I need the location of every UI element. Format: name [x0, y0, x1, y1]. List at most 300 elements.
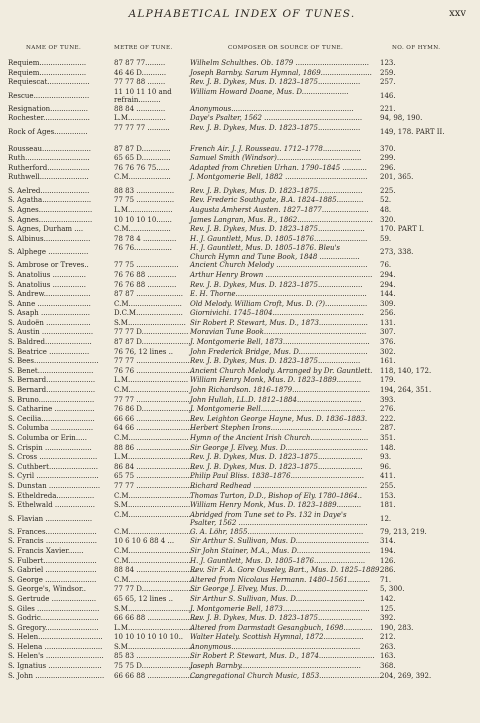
tune-name: Resignation................. [8, 104, 89, 113]
tune-metre: 76 76 88 ............. [114, 280, 177, 289]
index-entry [0, 511, 480, 528]
hymn-number: 161. [380, 357, 396, 366]
index-entry [0, 105, 480, 115]
hymn-number: 204, 269, 392. [380, 671, 432, 680]
tune-composer: H. J. Gauntlett, Mus. D. 1805–1876. Bleu's Church Hymn and Tune Book, 1848 .................. [190, 244, 360, 261]
tune-name: S. George ....................... [8, 575, 97, 584]
tune-name: S. Austin ....................... [8, 328, 94, 337]
hymn-number: 222. [380, 414, 396, 423]
hymn-number: 194, 264, 351. [380, 386, 432, 395]
tune-name: S. Francis ....................... [8, 537, 98, 546]
tune-name: S. Ethelwald .................. [8, 501, 95, 510]
tune-composer: Rev. J. B. Dykes, Mus. D. 1823–1875.................... [190, 614, 363, 623]
tune-composer: Ancient Church Melody ......................................... [190, 261, 368, 270]
index-entry [0, 624, 480, 634]
index-entry [0, 244, 480, 261]
index-entry [0, 492, 480, 502]
tune-metre: 88 84 ........................... [114, 566, 197, 575]
tune-metre: 76 86 D....................... [114, 405, 193, 414]
tune-metre: 87 87 ..................... [114, 290, 183, 299]
tune-name: S. Etheldreda................. [8, 491, 95, 500]
tune-name: S. Francis Xavier....... [8, 546, 84, 555]
tune-metre: 46 46 D........... [114, 68, 167, 77]
tune-composer: J. Montgomerie Bell, 1882 ..................................... [190, 173, 368, 182]
tune-metre: 86 84 .......................... [114, 462, 195, 471]
tune-name: S. John ............................... [8, 671, 105, 680]
tune-name: S. Giles ............................ [8, 604, 100, 613]
index-entry [0, 290, 480, 300]
tune-composer: Sir George J. Elvey, Mus. D..................................... [190, 443, 368, 452]
tune-metre: 76 76 76 75...... [114, 163, 170, 172]
tune-composer: E. H. Thorne........................................................... [190, 290, 367, 299]
tune-metre: 77 77 88 ........ [114, 78, 166, 87]
tune-metre: 77 77 D..................... [114, 328, 189, 337]
tune-composer: Augusta Amherst Austen. 1827–1877..................... [190, 205, 369, 214]
hymn-number: 148. [380, 443, 396, 452]
tune-name: S. Baldred..................... [8, 338, 92, 347]
tune-name: S. Dunstan ....................... [8, 481, 101, 490]
tune-name: S. Agatha...................... [8, 196, 92, 205]
tune-composer: Moravian Tune Book.............................................. [190, 328, 367, 337]
tune-metre: 10 10 10 10 10 10.. [114, 633, 184, 642]
tune-name: S. Benet......................... [8, 366, 94, 375]
tune-name: S. Anatolius ............... [8, 280, 86, 289]
tune-composer: Joseph Barnby. Sarum Hymnal, 1869....................... [190, 68, 372, 77]
index-entry [0, 261, 480, 271]
index-entry [0, 566, 480, 576]
tune-metre: S.M.............................. [114, 604, 195, 613]
tune-name: S. Cecilia........................ [8, 414, 95, 423]
tune-metre: 77 77 ......................... [114, 395, 192, 404]
index-entry [0, 206, 480, 216]
index-entry [0, 595, 480, 605]
tune-name: Requiem..................... [8, 59, 87, 67]
tune-name: S. Anne ........................ [8, 299, 91, 308]
tune-composer: Hymn of the Ancient Irish Church.......................... [190, 434, 369, 442]
hymn-number: 286. [380, 566, 396, 575]
index-entry [0, 367, 480, 377]
running-header [18, 8, 466, 26]
index-entry [0, 164, 480, 174]
hymn-number: 5, 300. [380, 585, 405, 594]
index-entry [0, 338, 480, 348]
tune-name: S. Bernard...................... [8, 376, 96, 385]
index-entry [0, 88, 480, 105]
hymn-number: 190, 283. [380, 623, 414, 632]
tune-metre: 88 86 ......................... [114, 443, 192, 452]
hymn-number: 125. [380, 604, 396, 613]
tune-name: S. Bees............................. [8, 357, 99, 366]
index-entry [0, 114, 480, 124]
hymn-number: 52. [380, 196, 392, 205]
hymn-number: 201, 365. [380, 173, 414, 182]
index-entry [0, 216, 480, 226]
tune-metre: 76 76 ......................... [114, 366, 192, 375]
index-entry [0, 463, 480, 473]
index-entry [0, 576, 480, 586]
index-entry [0, 557, 480, 567]
tune-composer: Adapted from Chretien Urhan. 1790–1845 ........... [190, 163, 367, 172]
hymn-number: 93. [380, 453, 392, 462]
tune-composer: Arthur Henry Brown ................................................ [190, 270, 373, 279]
index-entry [0, 547, 480, 557]
index-entry [0, 643, 480, 653]
tune-composer: Rev. J. B. Dykes, Mus. D. 1823–1875.................... [190, 186, 363, 195]
tune-index-list [0, 59, 480, 681]
index-entry [0, 396, 480, 406]
hymn-number: 351. [380, 434, 396, 442]
tune-metre: C.M........................ [114, 299, 182, 308]
tune-metre: 77 77 .......................... [114, 481, 195, 490]
tune-name: S. Crispin ..................... [8, 443, 92, 452]
tune-composer: Altered from Nicolaus Hermann. 1480–1561.......... [190, 575, 370, 584]
tune-metre: C.M............................ [114, 546, 191, 555]
tune-name: S. Gabriel ....................... [8, 566, 97, 575]
tune-metre: 76 76................. [114, 244, 172, 253]
tune-metre: C.M........................... [114, 386, 189, 395]
tune-metre: 76 76 88 ............. [114, 270, 177, 279]
hymn-number: 257. [380, 78, 396, 87]
tune-name: S. George's, Windsor.. [8, 585, 87, 594]
index-entry [0, 328, 480, 338]
hymn-number: 194. [380, 546, 396, 555]
tune-metre: S.M.......................... [114, 318, 186, 327]
index-entry [0, 309, 480, 319]
index-entry [0, 633, 480, 643]
tune-composer: Thomas Turton, D.D., Bishop of Ely. 1780–1864.. [190, 491, 362, 500]
tune-metre: 88 84 ............. [114, 104, 166, 113]
hymn-number: 212. [380, 633, 396, 642]
hymn-number: 255. [380, 481, 396, 490]
tune-composer: Rev. Leighton George Hayne, Mus. D. 1836–1883. [190, 414, 368, 423]
tune-metre: L.M................. [114, 114, 166, 123]
hymn-number: 294. [380, 270, 396, 279]
index-entry [0, 528, 480, 538]
tune-composer: Samuel Smith (Windsor)...................................... [190, 154, 362, 163]
tune-composer: Anonymous....................................................... [190, 104, 354, 113]
tune-name: S. Anatolius ............... [8, 270, 86, 279]
index-entry [0, 482, 480, 492]
index-entry [0, 434, 480, 444]
index-entry [0, 614, 480, 624]
tune-name: S. Flavian ..................... [8, 514, 93, 523]
tune-metre: 85 83 .......................... [114, 652, 195, 661]
tune-metre: L.M.................... [114, 205, 173, 214]
index-entry [0, 235, 480, 245]
tune-composer: Congregational Church Music, 1853............................ [190, 671, 382, 680]
tune-composer: Rev. J. B. Dykes, Mus. D. 1823–1875.................... [190, 280, 363, 289]
tune-name: S. Helen............................. [8, 633, 103, 642]
hymn-number: 307. [380, 328, 396, 337]
hymn-number: 153. [380, 491, 396, 500]
tune-composer: William Howard Doane, Mus. D..................... [190, 87, 349, 96]
index-entry [0, 319, 480, 329]
tune-name: Rutherford................... [8, 163, 90, 172]
tune-name: S. Alphege .................. [8, 248, 89, 257]
tune-composer: William Henry Monk, Mus. D. 1823–1889........... [190, 376, 362, 385]
hymn-number: 320. [380, 215, 396, 224]
col-head-composer: COMPOSER OR SOURCE OF TUNE. [228, 45, 344, 51]
tune-metre: 65 75 .......................... [114, 472, 195, 481]
tune-name: Requiem..................... [8, 68, 87, 77]
tune-metre: S.M.............................. [114, 642, 195, 651]
tune-composer: Ancient Church Melody. Arranged by Dr. Gauntlett. [190, 366, 373, 375]
tune-name: S. Fulbert........................ [8, 556, 97, 565]
hymn-number: 392. [380, 614, 396, 623]
tune-metre: 75 75 D......................... [114, 662, 198, 671]
tune-metre: D.C.M..................... [114, 309, 183, 318]
tune-composer: John Hullah, LL.D. 1812–1884............................. [190, 395, 362, 404]
tune-metre: 77 75 ................... [114, 261, 179, 270]
hymn-number: 12. [380, 514, 392, 523]
hymn-number: 96. [380, 462, 392, 471]
tune-composer: John Frederick Bridge, Mus. D............................... [190, 347, 368, 356]
tune-name: Ruthwell...................... [8, 173, 89, 182]
tune-name: S. Bruno......................... [8, 395, 95, 404]
index-entry [0, 444, 480, 454]
hymn-number: 94, 98, 190. [380, 114, 423, 123]
index-entry [0, 501, 480, 511]
tune-name: S. Aelred...................... [8, 186, 90, 195]
tune-composer: Daye's Psalter, 1562 ............................................ [190, 114, 363, 123]
tune-metre: 76 76, 12 lines .. [114, 347, 174, 356]
tune-composer: Rev. J. B. Dykes, Mus. D. 1823–1875................... [190, 123, 361, 132]
hymn-number: 368. [380, 662, 396, 671]
index-entry [0, 59, 480, 69]
tune-metre: 66 66 88 ........................ [114, 614, 201, 623]
hymn-number: 221. [380, 104, 396, 113]
hymn-number: 59. [380, 234, 392, 243]
tune-metre: 78 78 4 ............... [114, 234, 177, 243]
index-entry [0, 141, 480, 154]
index-entry [0, 196, 480, 206]
tune-composer: Rev. J. B. Dykes, Mus. D. 1823–1875..................... [190, 225, 365, 234]
tune-metre: C.M................... [114, 225, 171, 234]
tune-composer: Abridged from Tune set to Ps. 132 in Daye's Psalter, 1562 .......................................................... [190, 510, 368, 527]
tune-name: S. Agnes........................ [8, 205, 93, 214]
hymn-number: 294. [380, 280, 396, 289]
index-entry [0, 472, 480, 482]
hymn-number: 259. [380, 68, 396, 77]
tune-name: Rousseau...................... [8, 144, 91, 153]
tune-composer: Sir George J. Elvey, Mus. D..................................... [190, 585, 368, 594]
tune-metre: 64 66 .......................... [114, 424, 195, 433]
index-entry [0, 357, 480, 367]
tune-metre: L.M.............................. [114, 623, 195, 632]
hymn-number: 79, 213, 219. [380, 527, 427, 536]
tune-name: S. Catharine .................. [8, 405, 95, 414]
hymn-number: 411. [380, 472, 396, 481]
tune-metre: 87 87 D............. [114, 144, 171, 153]
tune-metre: 10 10 10 10....... [114, 215, 172, 224]
tune-composer: Philip Paul Bliss. 1838–1876................................. [190, 472, 364, 481]
tune-name: S. Agnes........................ [8, 215, 93, 224]
index-entry [0, 405, 480, 415]
hymn-number: 299. [380, 154, 396, 163]
tune-name: S. Ambrose or Treves.. [8, 261, 89, 270]
tune-composer: Rev. Frederic Southgate, B.A. 1824–1885............ [190, 196, 364, 205]
hymn-number: 287. [380, 424, 396, 433]
tune-metre: C.M................... [114, 173, 171, 182]
index-entry [0, 424, 480, 434]
index-entry [0, 415, 480, 425]
index-entry [0, 662, 480, 672]
tune-composer: Sir John Stainer, M.A., Mus. D................................. [190, 546, 371, 555]
col-head-hymn: NO. OF HYMN. [392, 45, 441, 51]
index-entry [0, 376, 480, 386]
tune-metre: C.M............................ [114, 491, 191, 500]
tune-name: S. Frances....................... [8, 527, 97, 536]
hymn-number: 276. [380, 405, 396, 414]
tune-name: S. Beatrice .................. [8, 347, 90, 356]
tune-name: S. Ignatius ........................ [8, 662, 102, 671]
tune-metre: 87 87 77......... [114, 59, 166, 67]
tune-composer: Rev. J. B. Dykes, Mus. D. 1823–1875.................... [190, 453, 363, 462]
tune-metre: C.M............................ [114, 527, 191, 536]
hymn-number: 123. [380, 59, 396, 67]
tune-name: S. Asaph ...................... [8, 309, 90, 318]
tune-composer: Joseph Barnby...................................................... [190, 662, 361, 671]
tune-metre: 65 65 D............. [114, 154, 171, 163]
tune-composer: H. J. Gauntlett, Mus. D. 1805–1876....................... [190, 556, 366, 565]
tune-composer: Rev. J. B. Dykes, Mus. D. 1823–1875................... [190, 357, 361, 366]
tune-name: S. Gregory........................ [8, 623, 99, 632]
hymn-number: 370. [380, 144, 396, 153]
col-head-name: NAME OF TUNE. [26, 45, 82, 51]
tune-name: S. Columba or Erin..... [8, 434, 87, 442]
tune-composer: Rev. J. B. Dykes, Mus. D. 1823–1875................... [190, 78, 361, 87]
hymn-number: 142. [380, 594, 396, 603]
tune-composer: Rev. Sir F. A. Gore Ouseley, Bart., Mus. D. 1825–1889. [190, 566, 382, 575]
index-entry [0, 183, 480, 196]
hymn-number: 118, 140, 172. [380, 366, 432, 375]
tune-name: S. Helena .......................... [8, 642, 103, 651]
tune-name: S. Audoën .................... [8, 318, 91, 327]
tune-name: S. Gertrude .................... [8, 594, 97, 603]
tune-name: Rochester..................... [8, 114, 90, 123]
index-entry [0, 271, 480, 281]
tune-metre: 88 83 ................. [114, 186, 175, 195]
hymn-number: 296. [380, 163, 396, 172]
hymn-number: 181. [380, 501, 396, 510]
index-entry [0, 652, 480, 662]
tune-metre: C.M............................ [114, 510, 191, 519]
tune-composer: Wilhelm Schulthes. Ob. 1879 ................................. [190, 59, 369, 67]
tune-name: Requiescat................... [8, 78, 90, 87]
tune-metre: 66 66 .......................... [114, 414, 195, 423]
tune-name: Ruth............................. [8, 154, 90, 163]
column-headings [0, 45, 480, 55]
tune-name: S. Cyril ............................ [8, 472, 99, 481]
index-entry [0, 386, 480, 396]
tune-composer: Anonymous.......................................................... [190, 642, 361, 651]
tune-metre: 10 6 10 6 88 4 ... [114, 537, 175, 546]
tune-composer: Rev. J. B. Dykes, Mus. D. 1823–1875.................... [190, 462, 363, 471]
tune-name: S. Helen's .......................... [8, 652, 104, 661]
hymn-number: 126. [380, 556, 396, 565]
tune-metre: 65 65, 12 lines .. [114, 594, 174, 603]
tune-name: S. Cross .......................... [8, 453, 98, 462]
tune-composer: Herbert Stephen Irons......................................... [190, 424, 362, 433]
tune-metre: C.M............................ [114, 556, 191, 565]
tune-composer: John Richardson. 1816–1879................................... [190, 386, 370, 395]
index-entry [0, 225, 480, 235]
index-entry [0, 672, 480, 682]
index-entry [0, 78, 480, 88]
tune-metre: L.M........................... [114, 376, 189, 385]
tune-metre: C.M............................. [114, 575, 194, 584]
hymn-number: 393. [380, 395, 396, 404]
hymn-number: 302. [380, 347, 396, 356]
tune-composer: G. A. Löhr, 1855.................................................... [190, 527, 364, 536]
tune-name: S. Godric.......................... [8, 614, 99, 623]
col-head-metre: METRE OF TUNE. [114, 45, 173, 51]
hymn-number: 273, 338. [380, 248, 414, 257]
tune-name: S. Bernard...................... [8, 386, 96, 395]
hymn-number: 149, 178. PART II. [380, 127, 445, 136]
hymn-number: 225. [380, 186, 396, 195]
tune-composer: J. Montgomerie Bell, 1873....................................... [190, 604, 370, 613]
tune-composer: Sir Robert P. Stewart, Mus. D., 1874......................... [190, 652, 375, 661]
page-title: ALPHABETICAL INDEX OF TUNES. [128, 8, 356, 20]
hymn-number: 314. [380, 537, 396, 546]
page-number: xxv [449, 8, 466, 19]
hymn-number: 76. [380, 261, 392, 270]
index-entry [0, 154, 480, 164]
hymn-number: 144. [380, 290, 396, 299]
index-entry [0, 348, 480, 358]
tune-composer: H. J. Gauntlett, Mus. D. 1805–1876........................ [190, 234, 368, 243]
index-entry [0, 537, 480, 547]
tune-name: Rescue......................... [8, 91, 90, 100]
index-entry [0, 605, 480, 615]
tune-composer: Richard Redhead ................................................... [190, 481, 368, 490]
index-entry [0, 69, 480, 79]
tune-name: S. Columba ................... [8, 424, 94, 433]
hymn-number: 71. [380, 575, 392, 584]
tune-metre: 77 77 ........................ [114, 357, 190, 366]
tune-metre: 87 87 D...................... [114, 338, 191, 347]
tune-composer: Sir Robert P. Stewart, Mus. D., 1873...................... [190, 318, 368, 327]
index-entry [0, 281, 480, 291]
tune-metre: 77 77 D......................... [114, 585, 198, 594]
hymn-number: 309. [380, 299, 396, 308]
tune-metre: 77 75 ................. [114, 196, 175, 205]
index-entry [0, 453, 480, 463]
index-entry [0, 124, 480, 141]
tune-composer: Sir Arthur S. Sullivan, Mus. D................................. [190, 537, 370, 546]
tune-name: Rock of Ages............... [8, 127, 88, 136]
hymn-number: 170. PART I. [380, 225, 424, 234]
index-entry [0, 300, 480, 310]
tune-metre: L.M............................ [114, 453, 191, 462]
tune-metre: 11 10 11 10 and refrain.......... [114, 87, 172, 104]
tune-metre: C.M........................... [114, 434, 189, 442]
hymn-number: 146. [380, 91, 396, 100]
tune-metre: 66 66 88 ........................ [114, 671, 201, 680]
tune-composer: Sir Arthur S. Sullivan, Mus. D............................... [190, 594, 365, 603]
tune-composer: Walter Hately. Scottish Hymnal, 1872.................. [190, 633, 364, 642]
tune-composer: J. Montgomerie Bell............................................... [190, 405, 366, 414]
tune-name: S. Andrew..................... [8, 290, 91, 299]
tune-name: S. Albinus..................... [8, 234, 91, 243]
tune-composer: J. Montgomerie Bell, 1873....................................... [190, 338, 370, 347]
tune-name: S. Cuthbert...................... [8, 462, 98, 471]
tune-composer: James Langran, Mus. B., 1862.................................. [190, 215, 373, 224]
hymn-number: 179. [380, 376, 396, 385]
hymn-number: 376. [380, 338, 396, 347]
hymn-number: 163. [380, 652, 396, 661]
